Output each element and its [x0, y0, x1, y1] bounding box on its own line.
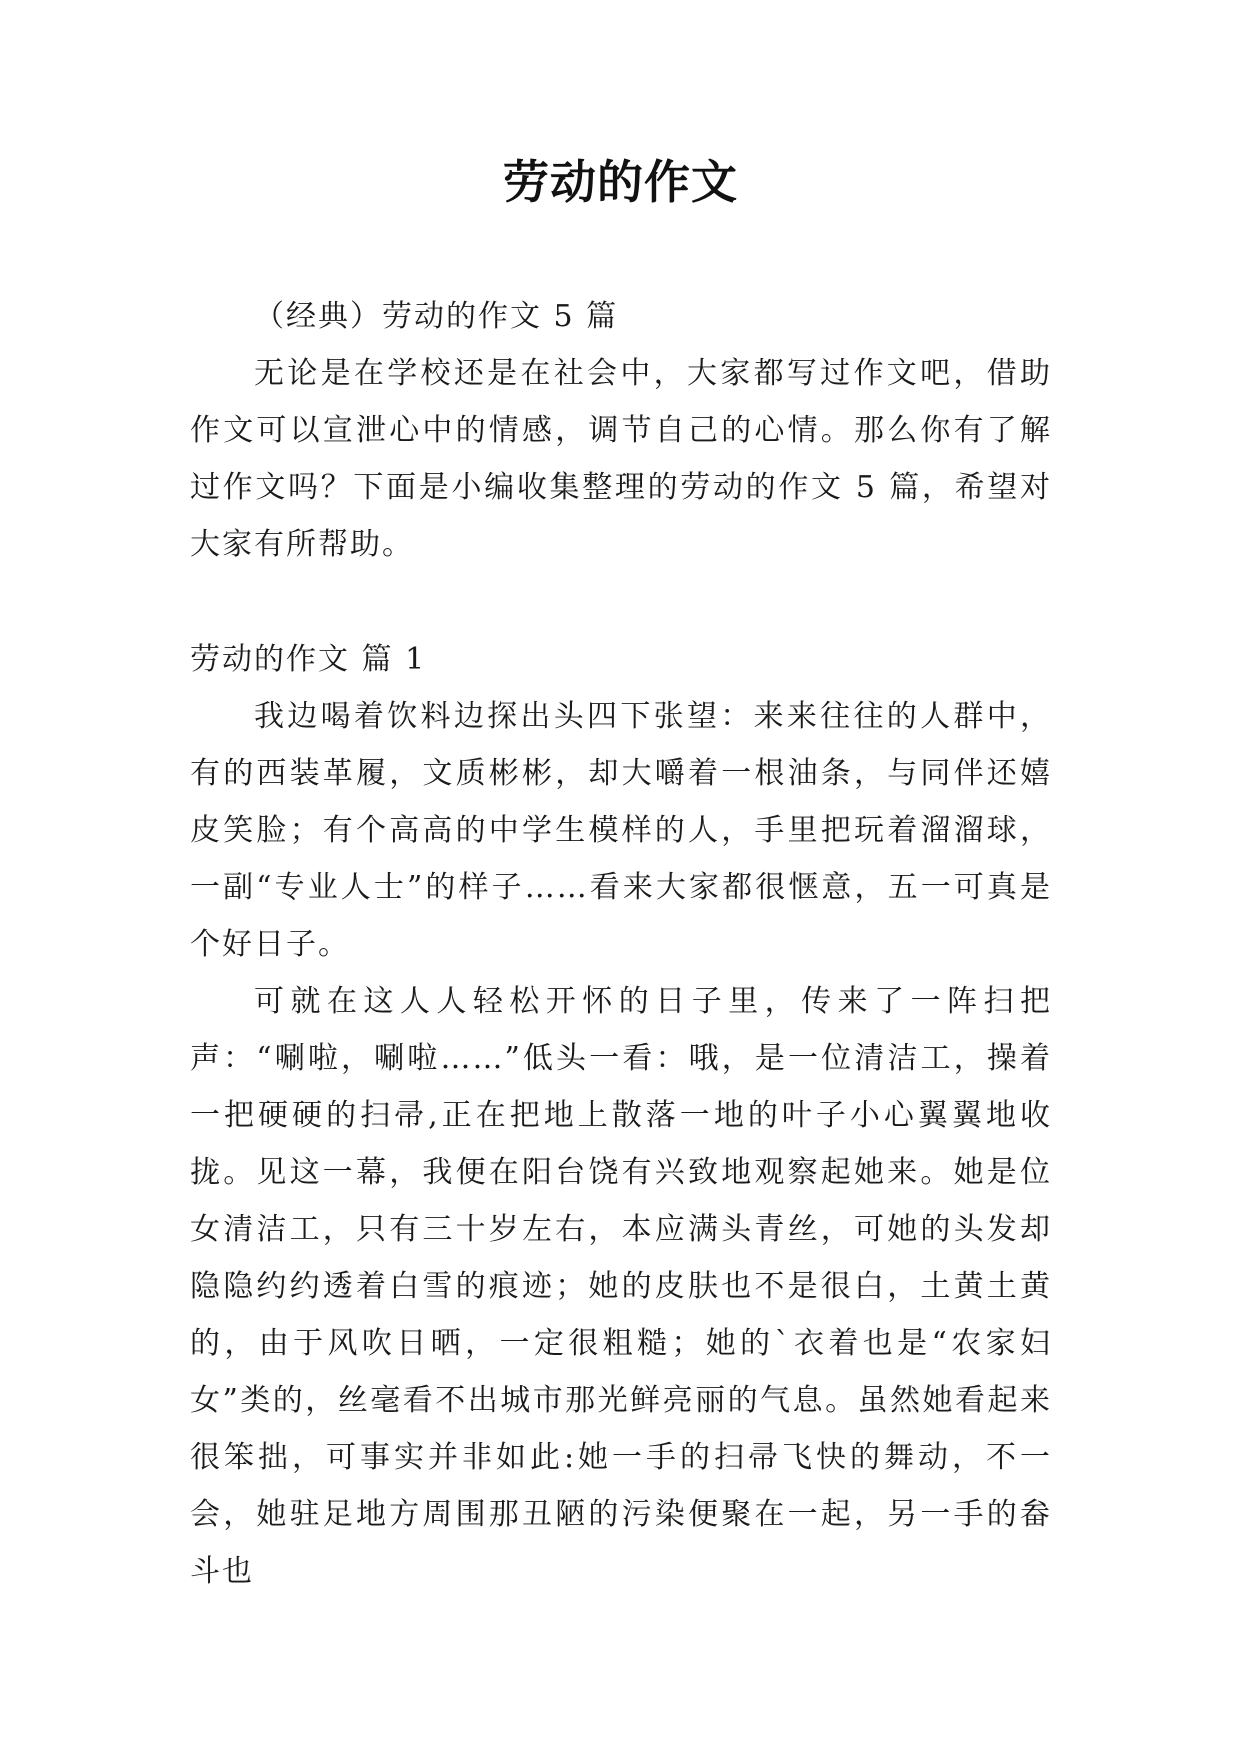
intro-paragraph: 无论是在学校还是在社会中，大家都写过作文吧，借助作文可以宣泄心中的情感，调节自己的心情。那么你有了解过作文吗？下面是小编收集整理的劳动的作文 5 篇，希望对大家有所帮助。: [190, 356, 1052, 562]
document-body: [190, 288, 1052, 1600]
section-paragraph: 可就在这人人轻松开怀的日子里，传来了一阵扫把声：“唰啦，唰啦……”低头一看：哦，是一位清洁工，操着一把硬硬的扫帚,正在把地上散落一地的叶子小心翼翼地收拢。见这一幕，我便在阳台饶有兴致地观察起她来。她是位女清洁工，只有三十岁左右，本应满头青丝，可她的头发却隐隐约约透着白雪的痕迹；她的皮肤也不是很白，土黄土黄的，由于风吹日晒，一定很粗糙；她的`衣着也是“农家妇女”类的，丝毫看不出城市那光鲜亮丽的气息。虽然她看起来很笨拙，可事实并非如此:她一手的扫帚飞快的舞动，不一会，她驻足地方周围那丑陋的污染便聚在一起，另一手的畚斗也: [190, 984, 1052, 1589]
document-subtitle: （经典）劳动的作文 5 篇: [254, 299, 619, 334]
document-title: 劳动的作文: [503, 155, 738, 209]
section-paragraph: 我边喝着饮料边探出头四下张望：来来往往的人群中，有的西装革履，文质彬彬，却大嚼着一根油条，与同伴还嬉皮笑脸；有个高高的中学生模样的人，手里把玩着溜溜球，一副“专业人士”的样子……看来大家都很惬意，五一可真是个好日子。: [190, 699, 1052, 962]
section-heading: 劳动的作文 篇 1: [190, 642, 427, 677]
